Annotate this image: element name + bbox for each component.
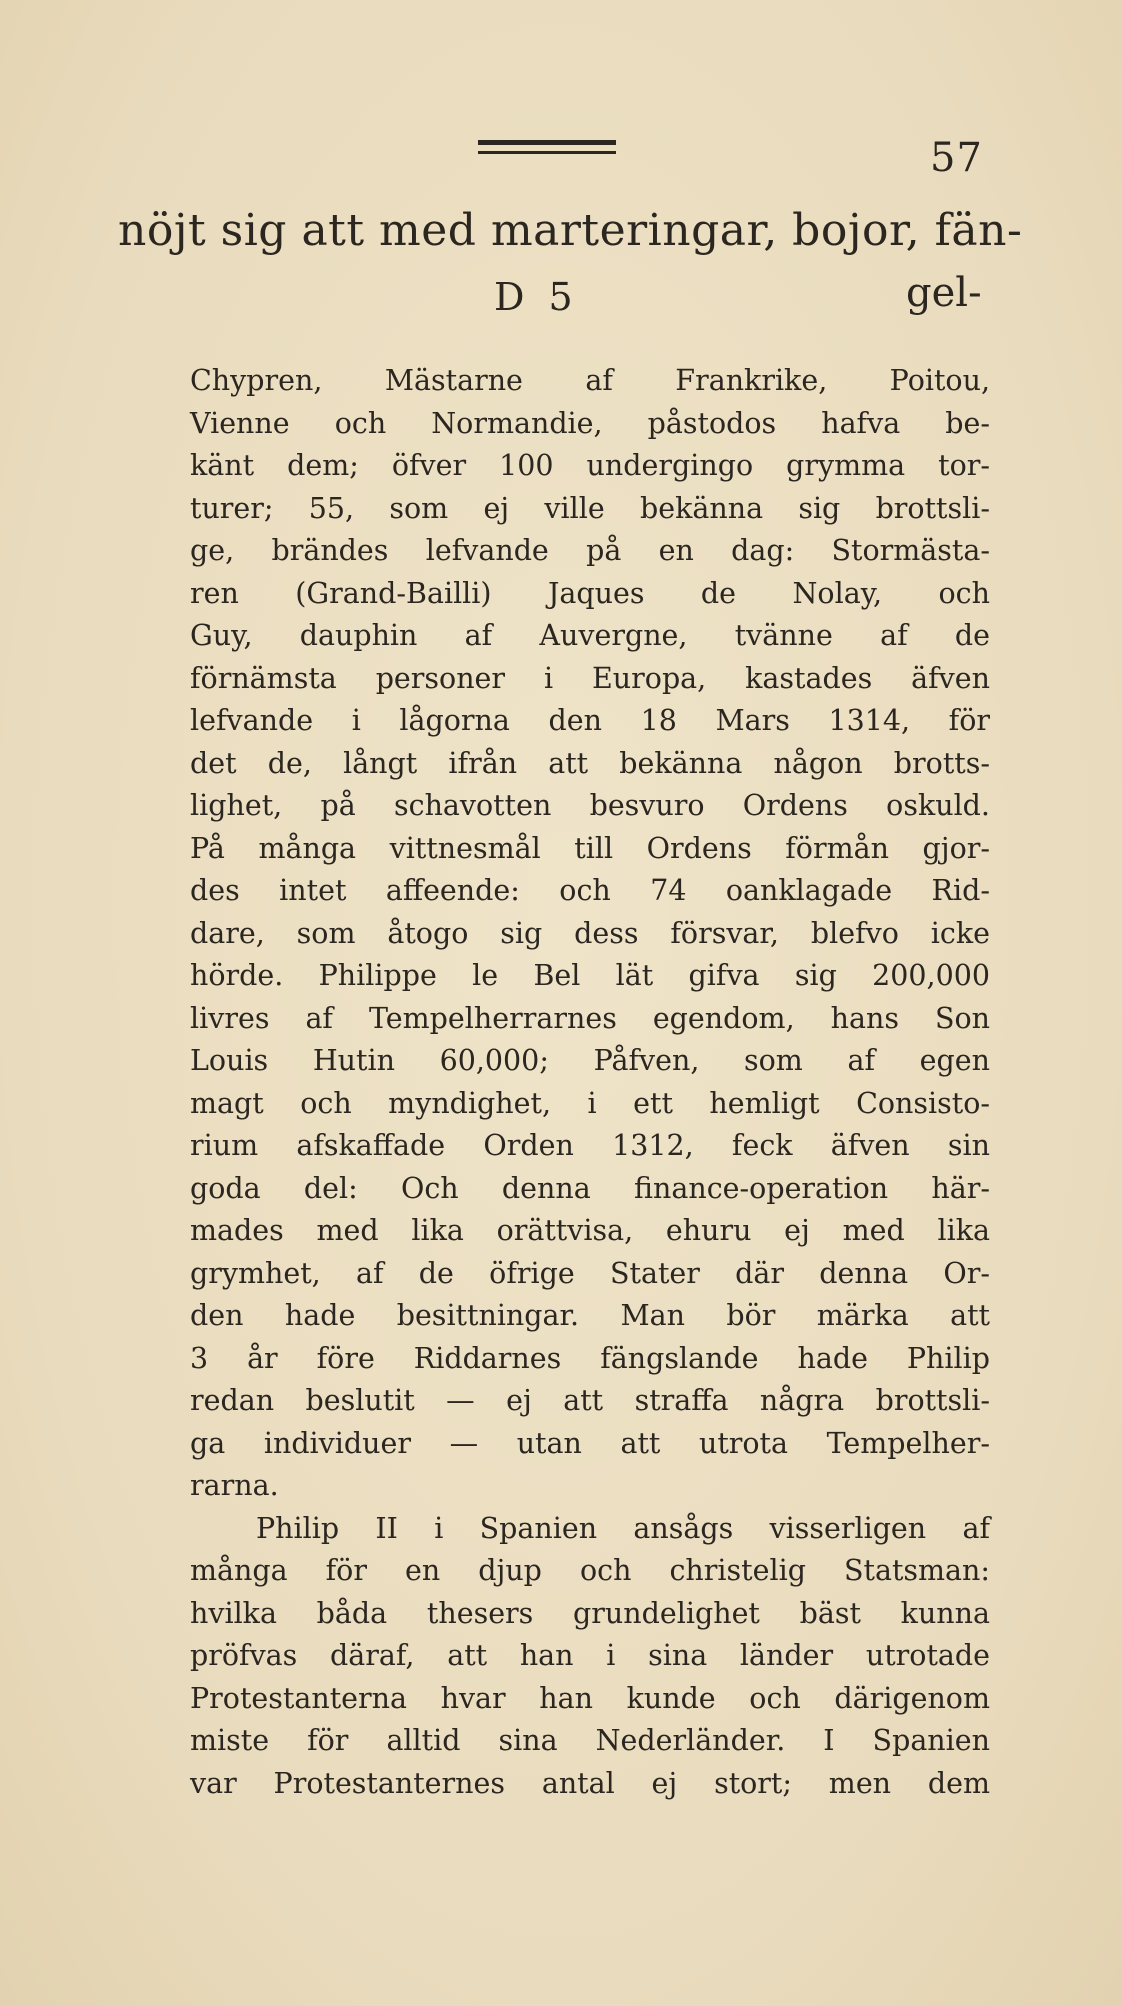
signature-mark: D 5 <box>494 275 579 319</box>
text-line: dare, som åtogo sig dess försvar, blefvo icke <box>190 916 990 950</box>
page-number: 57 <box>930 135 983 181</box>
text-line: Chypren, Mästarne af Frankrike, Poitou, <box>190 364 990 397</box>
text-line: des intet affeende: och 74 oanklagade Rid- <box>190 874 990 907</box>
text-line: lefvande i lågorna den 18 Mars 1314, för <box>190 704 990 737</box>
text-line: ge, brändes lefvande på en dag: Stormästa- <box>190 534 990 567</box>
text-line: förnämsta personer i Europa, kastades äfven <box>190 661 990 695</box>
text-line: det de, långt ifrån att bekänna någon brotts- <box>190 746 990 780</box>
text-line: känt dem; öfver 100 undergingo grymma tor- <box>190 449 990 482</box>
text-line: pröfvas däraf, att han i sina länder utrotade <box>190 1639 990 1672</box>
text-line: turer; 55, som ej ville bekänna sig brottsli- <box>190 491 990 525</box>
header-rule <box>478 140 616 154</box>
text-line: rium afskaffade Orden 1312, feck äfven sin <box>190 1129 990 1162</box>
text-line: var Protestanternes antal ej stort; men dem <box>190 1766 990 1800</box>
paragraph-start-line: Philip II i Spanien ansågs visserligen af <box>256 1511 990 1545</box>
text-line: 3 år före Riddarnes fängslande hade Philip <box>190 1341 990 1375</box>
catchword-line: nöjt sig att med marteringar, bojor, fän- <box>118 205 1023 256</box>
text-line: lighet, på schavotten besvuro Ordens oskuld. <box>190 789 990 822</box>
text-line: Louis Hutin 60,000; Påfven, som af egen <box>190 1044 990 1077</box>
text-line: ga individuer — utan att utrota Tempelher- <box>190 1426 990 1460</box>
text-line: redan beslutit — ej att straffa några brottsli- <box>190 1384 990 1417</box>
text-line: hvilka båda thesers grundelighet bäst kunna <box>190 1596 990 1630</box>
text-line: mades med lika orättvisa, ehuru ej med lika <box>190 1214 990 1247</box>
text-line: livres af Tempelherrarnes egendom, hans Son <box>190 1001 990 1035</box>
text-line: rarna. <box>190 1469 279 1502</box>
text-line: Guy, dauphin af Auvergne, tvänne af de <box>190 619 990 652</box>
text-line: På många vittnesmål till Ordens förmån gjor- <box>190 831 990 865</box>
body-text <box>190 360 990 1805</box>
text-line: magt och myndighet, i ett hemligt Consisto- <box>190 1086 990 1120</box>
text-line: hörde. Philippe le Bel lät gifva sig 200,000 <box>190 959 990 992</box>
text-line: ren (Grand-Bailli) Jaques de Nolay, och <box>190 576 990 610</box>
text-line: miste för alltid sina Nederländer. I Spanien <box>190 1724 990 1757</box>
text-line: Vienne och Normandie, påstodos hafva be- <box>190 406 990 440</box>
text-line: den hade besittningar. Man bör märka att <box>190 1299 990 1332</box>
text-line: många för en djup och christelig Statsman: <box>190 1554 990 1587</box>
text-line: Protestanterna hvar han kunde och därigenom <box>190 1681 990 1715</box>
signature-catchword: gel- <box>906 270 982 316</box>
text-line: grymhet, af de öfrige Stater där denna Or- <box>190 1256 990 1290</box>
text-line: goda del: Och denna finance-operation här- <box>190 1171 990 1205</box>
